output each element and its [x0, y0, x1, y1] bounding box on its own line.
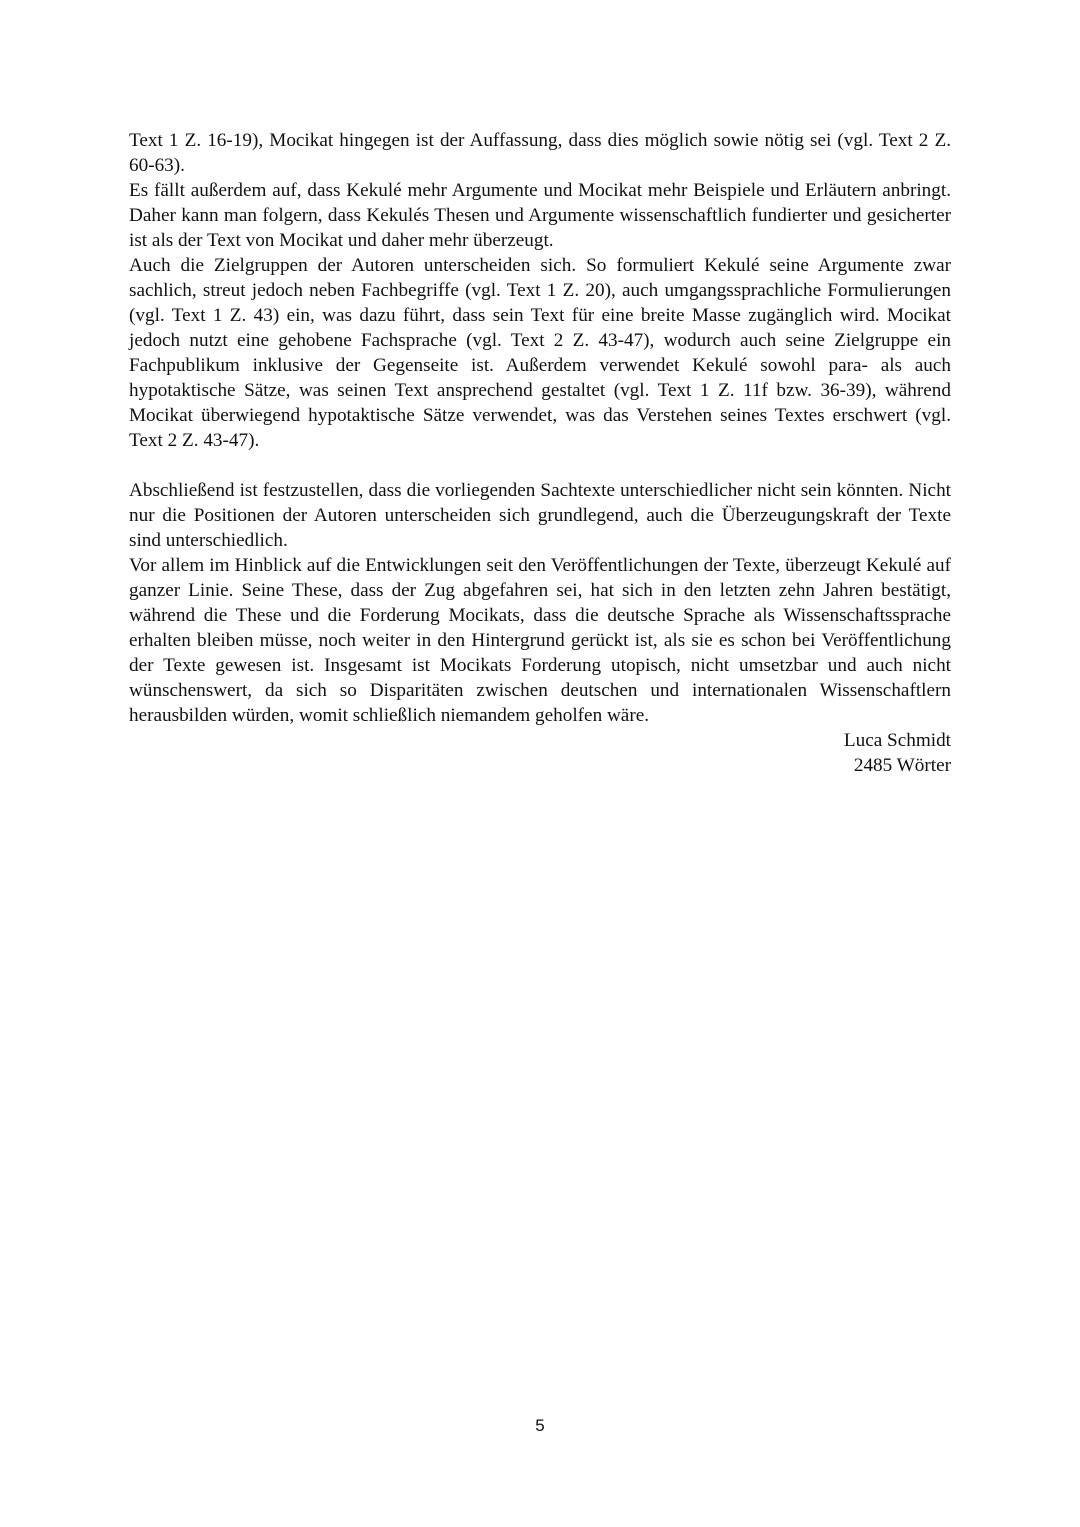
- word-count: 2485 Wörter: [853, 755, 951, 776]
- paragraph-3: Auch die Zielgruppen der Autoren unterscheiden sich. So formuliert Kekulé seine Argumente zwar sachlich, streut jedoch neben Fachbegriffe (vgl. Text 1 Z. 20), auch umgangssprachliche Formulierungen (vgl. Text 1 Z. 43) ein, was dazu führt, dass sein Text für eine breite Masse zugänglich wird. Mocikat jedoch nutzt eine gehobene Fachsprache (vgl. Text 2 Z. 43-47), wodurch auch seine Zielgruppe ein Fachpublikum inklusive der Gegenseite ist. Außerdem verwendet Kekulé sowohl para- als auch hypotaktische Sätze, was seinen Text ansprechend gestaltet (vgl. Text 1 Z. 11f bzw. 36-39), während Mocikat überwiegend hypotaktische Sätze verwendet, was das Verstehen seines Textes erschwert (vgl. Text 2 Z. 43-47).: [129, 255, 951, 451]
- paragraph-5: Vor allem im Hinblick auf die Entwicklungen seit den Veröffentlichungen der Texte, überzeugt Kekulé auf ganzer Linie. Seine These, dass der Zug abgefahren sei, hat sich in den letzten zehn Jahren bestätigt, während die These und die Forderung Mocikats, dass die deutsche Sprache als Wissenschaftssprache erhalten bleiben müsse, noch weiter in den Hintergrund gerückt ist, als sie es schon bei Veröffentlichung der Texte gewesen ist. Insgesamt ist Mocikats Forderung utopisch, nicht umsetzbar und auch nicht wünschenswert, da sich so Disparitäten zwischen deutschen und internationalen Wissenschaftlern herausbilden würden, womit schließlich niemandem geholfen wäre.: [129, 555, 951, 726]
- author-name: Luca Schmidt: [843, 730, 951, 751]
- document-body: [129, 128, 951, 778]
- page-number: 5: [535, 1416, 545, 1435]
- paragraph-1: Text 1 Z. 16-19), Mocikat hingegen ist der Auffassung, dass dies möglich sowie nötig sei (vgl. Text 2 Z. 60-63).: [129, 130, 951, 176]
- paragraph-4: Abschließend ist festzustellen, dass die vorliegenden Sachtexte unterschiedlicher nicht sein könnten. Nicht nur die Positionen der Autoren unterscheiden sich grundlegend, auch die Überzeugungskraft der Texte sind unterschiedlich.: [129, 480, 951, 551]
- paragraph-2: Es fällt außerdem auf, dass Kekulé mehr Argumente und Mocikat mehr Beispiele und Erläutern anbringt. Daher kann man folgern, dass Kekulés Thesen und Argumente wissenschaftlich fundierter und gesicherter ist als der Text von Mocikat und daher mehr überzeugt.: [129, 180, 951, 251]
- signature-block: [129, 728, 951, 778]
